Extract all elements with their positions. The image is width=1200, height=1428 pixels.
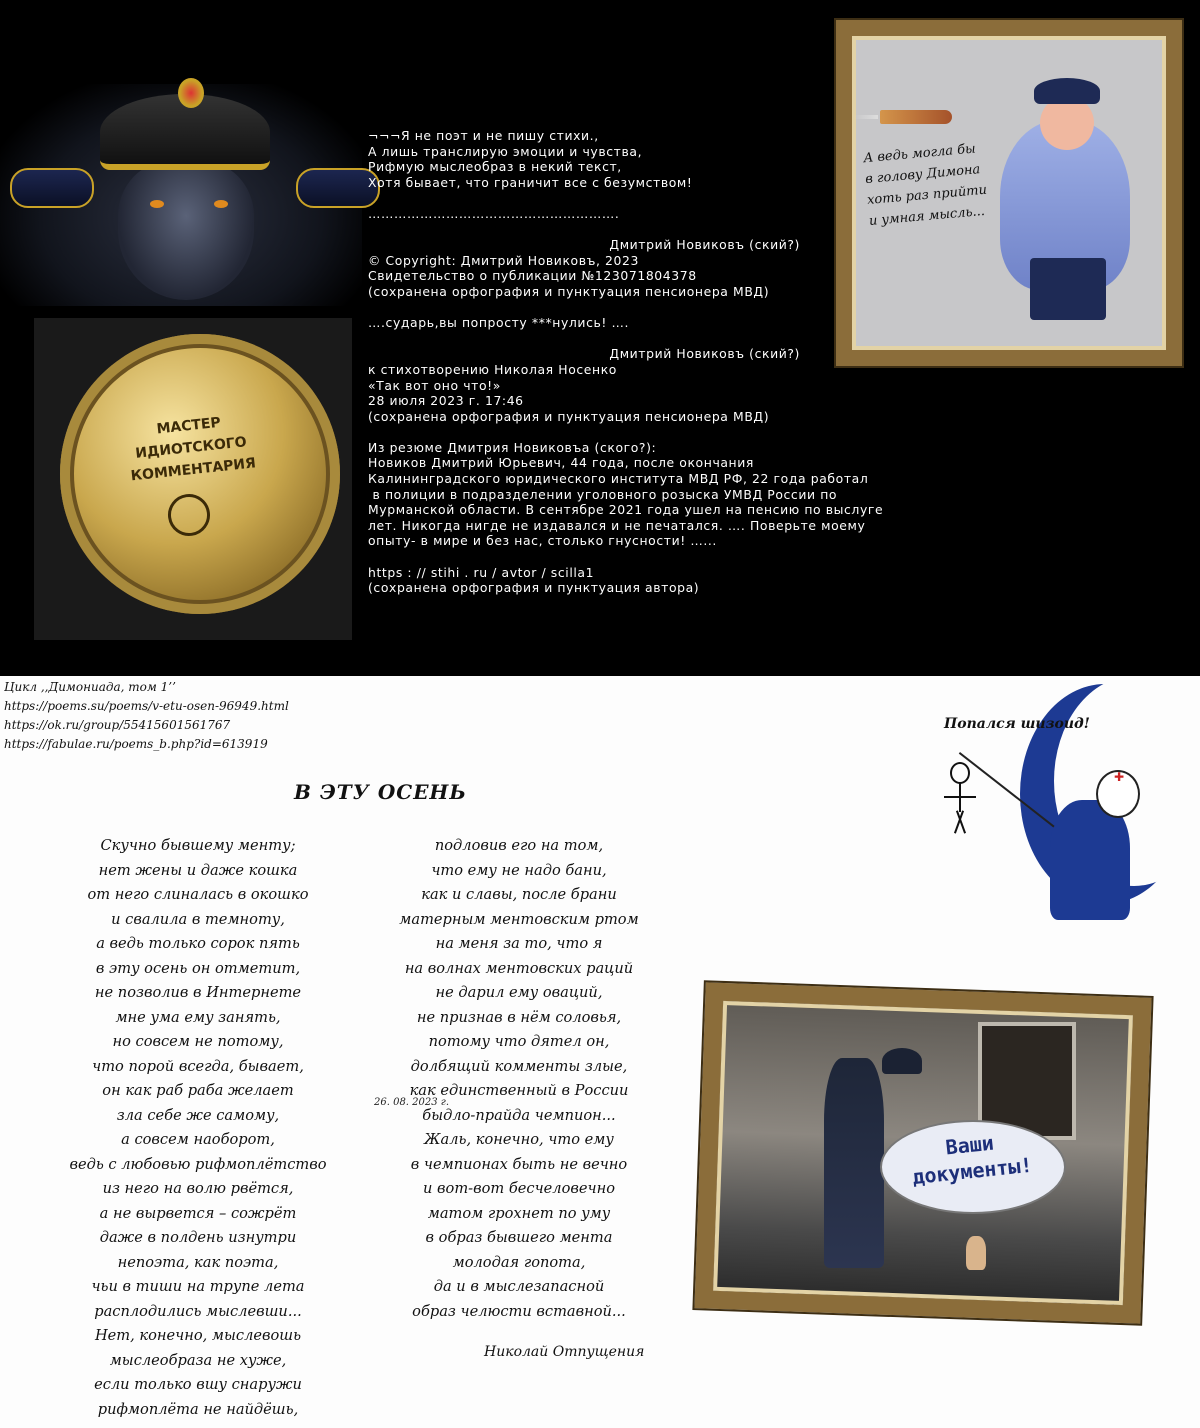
cartoon-caption: А ведь могла бы в голову Димона хоть раз прийти и умная мысль... [862, 141, 988, 229]
poem-line: но совсем не потому, [112, 1033, 284, 1050]
comment-line: «Так вот оно что!» [368, 377, 501, 393]
poem-line: а совсем наоборот, [121, 1131, 275, 1148]
poem-line: в образ бывшего мента [425, 1229, 613, 1246]
poem-line: и вот-вот бесчеловечно [423, 1180, 615, 1197]
poem-line: да и в мыслезапасной [433, 1278, 605, 1295]
poem-line: непоэта, как поэта, [117, 1253, 279, 1271]
link-fabulae[interactable]: https://fabulae.ru/poems_b.php?id=613919 [4, 737, 268, 751]
police-officer-cap [882, 1048, 922, 1074]
poem-line: если только вшу снаружи [94, 1376, 302, 1393]
poem-line: в чемпионах быть не вечно [410, 1155, 628, 1173]
stanza-line: Рифмую мыслеобраз в некий текст, [368, 159, 622, 175]
source-note: (сохранена орфография и пунктуация автора) [368, 580, 700, 596]
poem-line: матерным ментовским ртом [399, 910, 639, 928]
resume-line: Мурманской области. В сентябре 2021 года ушел на пенсию по выслуге [368, 502, 884, 518]
cartoon-policeman-head [1040, 96, 1094, 150]
speech-bubble-text: Ваши документы! [911, 1130, 1034, 1190]
poem-line: а ведь только сорок пять [96, 935, 300, 952]
poem-line: от него слиналась в окошко [87, 886, 309, 903]
poem-line: расплодились мыслевши... [94, 1302, 302, 1320]
fisherman-figure [1050, 800, 1130, 920]
wolf-eye-left [150, 200, 164, 208]
poem-line: зла себе же самому, [116, 1106, 280, 1124]
epaulet-left [10, 168, 94, 208]
poem-line: Жаль, конечно, что ему [424, 1131, 614, 1148]
poem-line: из него на волю рвётся, [102, 1180, 294, 1197]
resume-line: в полиции в подразделении уголовного розыска УМВД России по [368, 486, 838, 502]
bullet-icon [880, 110, 952, 124]
poem-line: на волнах ментовских раций [404, 959, 634, 977]
copyright-line: © Copyright: Дмитрий Новиковъ, 2023 [368, 252, 639, 268]
poem-line: не позволив в Интернете [94, 984, 302, 1001]
quote-line: ….сударь,вы попросту ***нулись! …. [368, 315, 630, 331]
poem-line: как единственный в России [409, 1082, 629, 1099]
poem-line: он как раб раба желает [102, 1082, 294, 1099]
poem-line: рифмоплёта не найдёшь, [97, 1400, 299, 1418]
poem-line: матом грохнет по уму [427, 1204, 611, 1222]
comment-line: (сохранена орфография и пунктуация пенсионера МВД) [368, 408, 770, 424]
cap-badge-icon [178, 78, 204, 108]
resume-line: Из резюме Дмитрия Новиковъа (ского?): [368, 439, 657, 455]
moon-caption: Попался шизоид! [944, 716, 1090, 732]
poem-line: что ему не надо бани, [431, 861, 607, 879]
poem-left-column [28, 834, 368, 1422]
poem-line: молодая гопота, [452, 1253, 586, 1271]
cycle-title: Цикл ,,Димониада, том 1’’ [4, 680, 176, 694]
poem-line: что порой всегда, бывает, [92, 1057, 304, 1075]
poem-line: мне ума ему занять, [115, 1008, 281, 1026]
stanza-line: ¬¬¬Я не поэт и не пишу стихи., [368, 128, 599, 143]
poem-title: В ЭТУ ОСЕНЬ [294, 780, 467, 804]
poem-line: не дарил ему оваций, [435, 984, 603, 1001]
stanza-line: А лишь транслирую эмоции и чувства, [368, 143, 643, 159]
resume-line: Калининградского юридического института МВД РФ, 22 года работал [368, 471, 869, 487]
poem-line: в эту осень он отметит, [95, 959, 301, 977]
resume-line: Новиков Дмитрий Юрьевич, 44 года, после окончания [368, 455, 754, 471]
poem-line: образ челюсти вставной... [412, 1302, 626, 1320]
signature: Дмитрий Новиковъ (ский?) [609, 346, 800, 362]
stick-figure-head [950, 762, 970, 784]
poem-date: 26. 08. 2023 г. [374, 1097, 450, 1108]
medal-line-1: МАСТЕР [155, 414, 222, 438]
source-url: https : // stihi . ru / avtor / scilla1 [368, 564, 595, 580]
poem-line: и свалила в темноту, [111, 910, 285, 928]
police-officer [824, 1058, 884, 1268]
poem-line: даже в полдень изнутри [99, 1229, 297, 1246]
poem-line: потому что дятел он, [428, 1033, 610, 1050]
poem-line: быдло-прайда чемпион... [422, 1106, 616, 1124]
poem-line: долбящий комменты злые, [410, 1057, 628, 1075]
poem-right-column [352, 834, 686, 1324]
poem-line: на меня за то, что я [435, 935, 603, 952]
stick-figure-arms [944, 796, 976, 798]
wolf-face [118, 160, 254, 300]
poem-line: ведь с любовью рифмоплётство [69, 1155, 327, 1173]
wolf-eye-right [214, 200, 228, 208]
poem-line: Нет, конечно, мыслевошь [94, 1327, 302, 1344]
resume-line: лет. Никогда нигде не издавался и не печатался. …. Поверьте моему [368, 517, 866, 533]
copyright-line: (сохранена орфография и пунктуация пенсионера МВД) [368, 283, 770, 299]
poem-line: Скучно бывшему менту; [100, 837, 296, 854]
dots-separator: …………………………………………………. [368, 205, 620, 221]
links-block [4, 678, 289, 754]
copyright-line: Свидетельство о публикации №123071804378 [368, 268, 697, 284]
poem-author: Николай Отпущения [484, 1344, 645, 1360]
cartoon-policeman-cap [1034, 78, 1100, 104]
link-poems-su[interactable]: https://poems.su/poems/v-etu-osen-96949.html [4, 699, 289, 713]
medal-line-2: ИДИОТСКОГО [134, 434, 248, 462]
signature: Дмитрий Новиковъ (ский?) [609, 237, 800, 253]
comment-line: 28 июля 2023 г. 17:46 [368, 393, 524, 409]
poem-line: мыслеобраза не хуже, [109, 1351, 287, 1369]
bullet-trail [854, 115, 878, 119]
poem-line: а не вырвется – сожрёт [99, 1204, 297, 1222]
poem-line: подловив его на том, [434, 837, 604, 854]
resume-line: опыту- в мире и без нас, столько гнусности! …... [368, 533, 717, 549]
poem-line: не признав в нём соловья, [416, 1008, 622, 1026]
medal-line-3: КОММЕНТАРИЯ [129, 455, 257, 485]
stanza-line: Хотя бывает, что граничит все с безумством! [368, 174, 693, 190]
red-cross-icon: ✚ [1114, 770, 1125, 784]
link-ok-ru[interactable]: https://ok.ru/group/55415601561767 [4, 718, 231, 732]
cat [966, 1236, 986, 1270]
comment-line: к стихотворению Николая Носенко [368, 361, 617, 377]
cartoon-policeman-pants [1030, 258, 1106, 320]
poem-line: чьи в тиши на трупе лета [91, 1278, 305, 1295]
poem-line: нет жены и даже кошка [98, 861, 298, 879]
poem-line: как и славы, после брани [421, 886, 617, 903]
